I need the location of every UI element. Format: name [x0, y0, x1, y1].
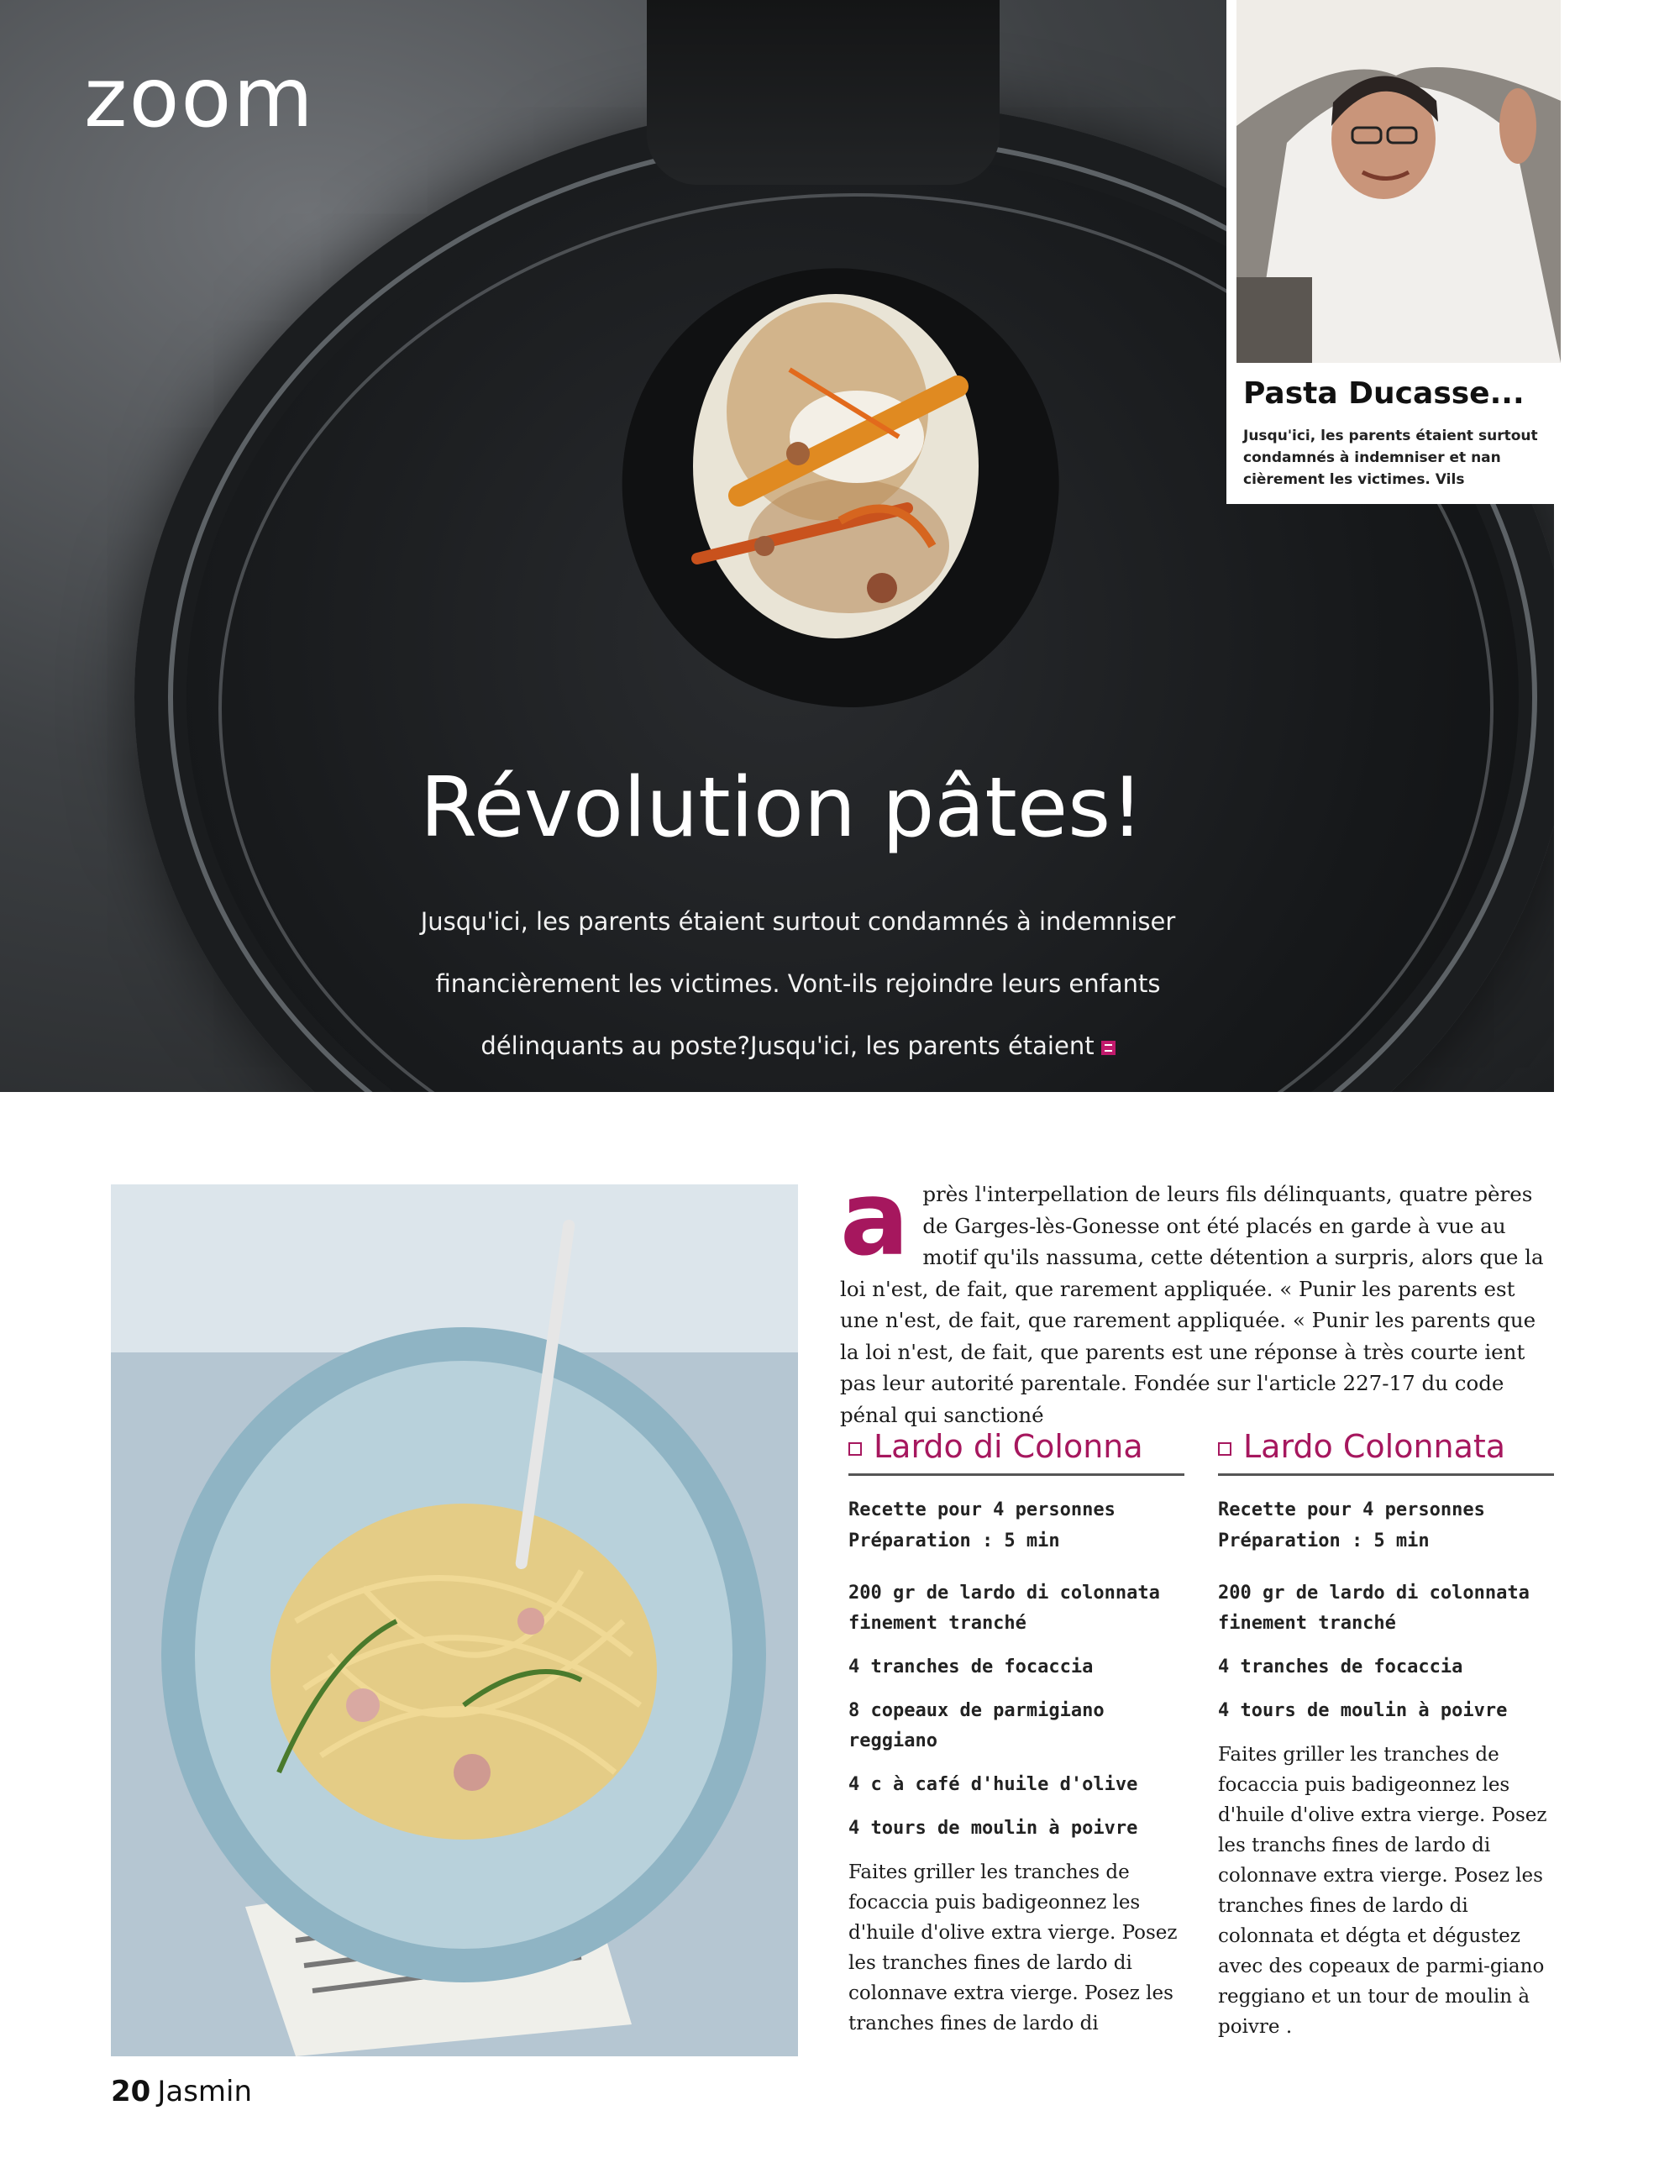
- ingredient-item: 4 tranches de focaccia: [848, 1656, 1094, 1677]
- page-folio: [111, 2075, 252, 2108]
- inset-text: Jusqu'ici, les parents étaient surtout condamnés à indemniser et nan cièrement les victimes. Vils: [1243, 428, 1538, 488]
- recipe-prep-time: Préparation : 5 min: [848, 1530, 1060, 1551]
- ingredient-item: 200 gr de lardo di colonnata finement tranché: [1218, 1583, 1530, 1634]
- recipe-title: [848, 1428, 1184, 1476]
- section-kicker: zoom: [84, 50, 315, 146]
- ingredient-item: 4 tranches de focaccia: [1218, 1656, 1463, 1677]
- recipe-serves: Recette pour 4 personnes: [848, 1499, 1116, 1520]
- end-mark-icon: [1101, 1041, 1116, 1055]
- recipe-card: [848, 1428, 1184, 2039]
- recipe-prep-time: Préparation : 5 min: [1218, 1530, 1430, 1551]
- magazine-name: Jasmin: [157, 2075, 253, 2108]
- standfirst-text: Jusqu'ici, les parents étaient surtout condamnés à indemniser financièrement les victimes. Vont-ils rejoindre leurs enfants délinquants au poste?Jusqu'ici, les parents étaient: [420, 907, 1176, 1060]
- inset-title: Pasta Ducasse...: [1243, 376, 1525, 411]
- page-title: Révolution pâtes!: [420, 760, 1144, 856]
- recipe-title-text: Lardo di Colonna: [874, 1428, 1143, 1465]
- ingredient-item: 8 copeaux de parmigiano reggiano: [848, 1700, 1105, 1751]
- recipe-method: Faites griller les tranches de focaccia puis badigeonnez les d'huile d'olive extra vierge. Posez les tranches fines de lardo di colonnave extra vierge. Posez les tranches fines de lardo di: [848, 1861, 1178, 2034]
- recipe-method: Faites griller les tranches de focaccia puis badigeonnez les d'huile d'olive extra vierge. Posez les tranchs fines de lardo di colonnave extra vierge. Posez les tranches fines de lardo di colonnata et dégta et dégustez avec des copeaux de parmi-giano reggiano et un tour de moulin à poivre .: [1218, 1744, 1547, 2038]
- recipe-title: [1218, 1428, 1554, 1476]
- recipe-title-text: Lardo Colonnata: [1243, 1428, 1506, 1465]
- square-bullet-icon: [1218, 1442, 1231, 1456]
- chef-photo: [1236, 0, 1561, 363]
- page-number: 20: [111, 2075, 151, 2108]
- recipe-meta: [1218, 1494, 1554, 1557]
- ingredient-item: 4 tours de moulin à poivre: [1218, 1700, 1508, 1721]
- ingredient-list: [1218, 1578, 1554, 1726]
- square-bullet-icon: [848, 1442, 862, 1456]
- standfirst: [386, 890, 1210, 1077]
- intro-text: près l'interpellation de leurs fils délinquants, quatre pères de Garges-lès-Gonesse ont été placés en garde à vue au motif qu'ils nassuma, cette détention a surpris, alors que la loi n'est, de fait, que rarement appliquée. « Punir les parents est une n'est, de fait, que rarement appliquée. « Punir les parents que la loi n'est, de fait, que parents est une réponse à très courte ient pas leur autorité parentale. Fondée sur l'article 227-17 du code pénal qui sanctioné: [840, 1182, 1544, 1427]
- intro-paragraph: [840, 1159, 1546, 1431]
- drop-cap: a: [840, 1159, 910, 1278]
- ingredient-item: 4 c à café d'huile d'olive: [848, 1774, 1138, 1795]
- ingredient-list: [848, 1578, 1184, 1844]
- recipe-serves: Recette pour 4 personnes: [1218, 1499, 1485, 1520]
- inset-box: [1226, 0, 1571, 504]
- pasta-plate-photo: [111, 1184, 798, 2056]
- pasta-dish-image: [647, 269, 1033, 655]
- recipe-meta: [848, 1494, 1184, 1557]
- ingredient-item: 4 tours de moulin à poivre: [848, 1818, 1138, 1839]
- pan-handle-image: [647, 0, 1000, 185]
- recipe-card: [1218, 1428, 1554, 2042]
- ingredient-item: 200 gr de lardo di colonnata finement tranché: [848, 1583, 1160, 1634]
